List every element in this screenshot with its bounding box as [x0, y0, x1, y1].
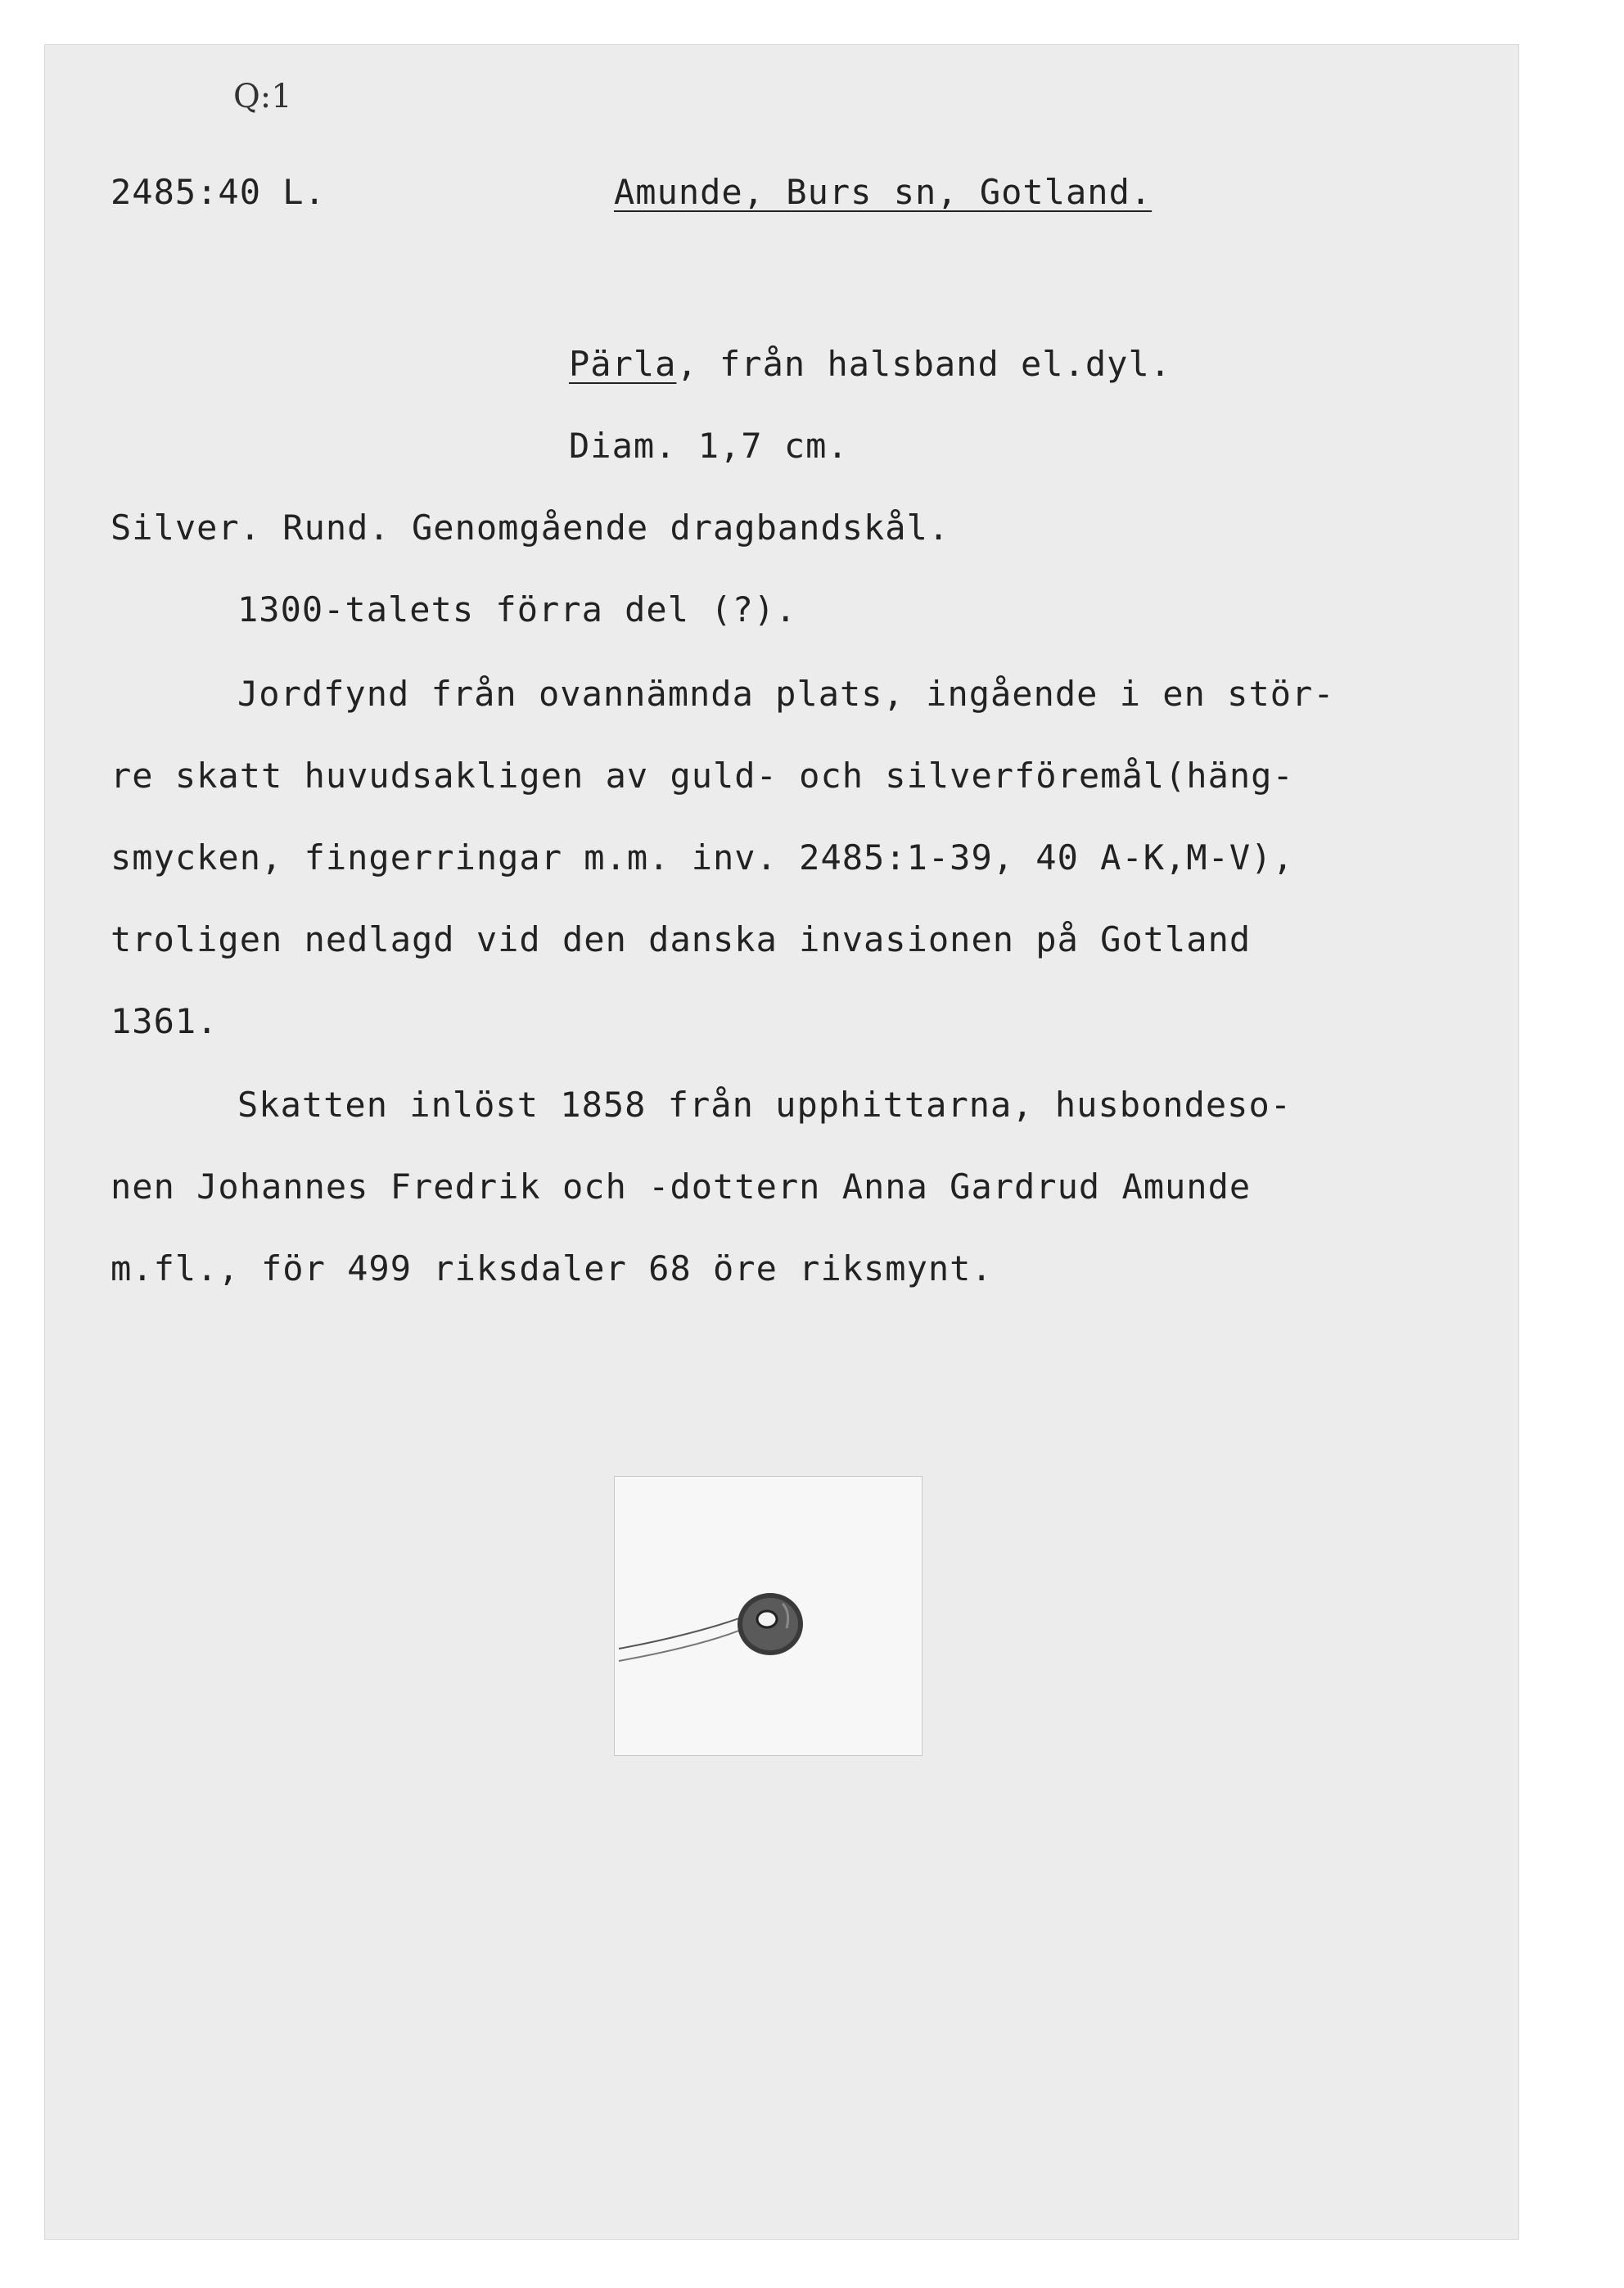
corner-note: Q:1 [233, 78, 292, 115]
acquisition-line: m.fl., för 499 riksdaler 68 öre riksmynt. [111, 1248, 993, 1288]
description-line: 1361. [111, 1001, 219, 1041]
catalog-card [45, 45, 1518, 2239]
find-location: Amunde, Burs sn, Gotland. [614, 172, 1153, 212]
acquisition-line: Skatten inlöst 1858 från upphittarna, husbondeso- [237, 1085, 1292, 1125]
acquisition-line: nen Johannes Fredrik och -dottern Anna Gardrud Amunde [111, 1167, 1252, 1207]
inventory-number: 2485:40 L. [111, 172, 326, 212]
object-name: Pärla [569, 344, 677, 384]
object-photo [614, 1476, 923, 1756]
description-line: Jordfynd från ovannämnda plats, ingående i en stör- [237, 674, 1335, 714]
description-line: re skatt huvudsakligen av guld- och silverföremål(häng- [111, 756, 1294, 796]
dimensions: Diam. 1,7 cm. [569, 426, 849, 466]
description-line: smycken, fingerringar m.m. inv. 2485:1-39, 40 A-K,M-V), [111, 837, 1294, 878]
object-title-line [569, 344, 1171, 384]
object-context: , från halsband el.dyl. [676, 344, 1172, 384]
bead-photo-image [615, 1477, 922, 1755]
dating: 1300-talets förra del (?). [237, 589, 797, 630]
material-description: Silver. Rund. Genomgående dragbandskål. [111, 508, 950, 548]
description-line: troligen nedlagd vid den danska invasionen på Gotland [111, 919, 1252, 959]
